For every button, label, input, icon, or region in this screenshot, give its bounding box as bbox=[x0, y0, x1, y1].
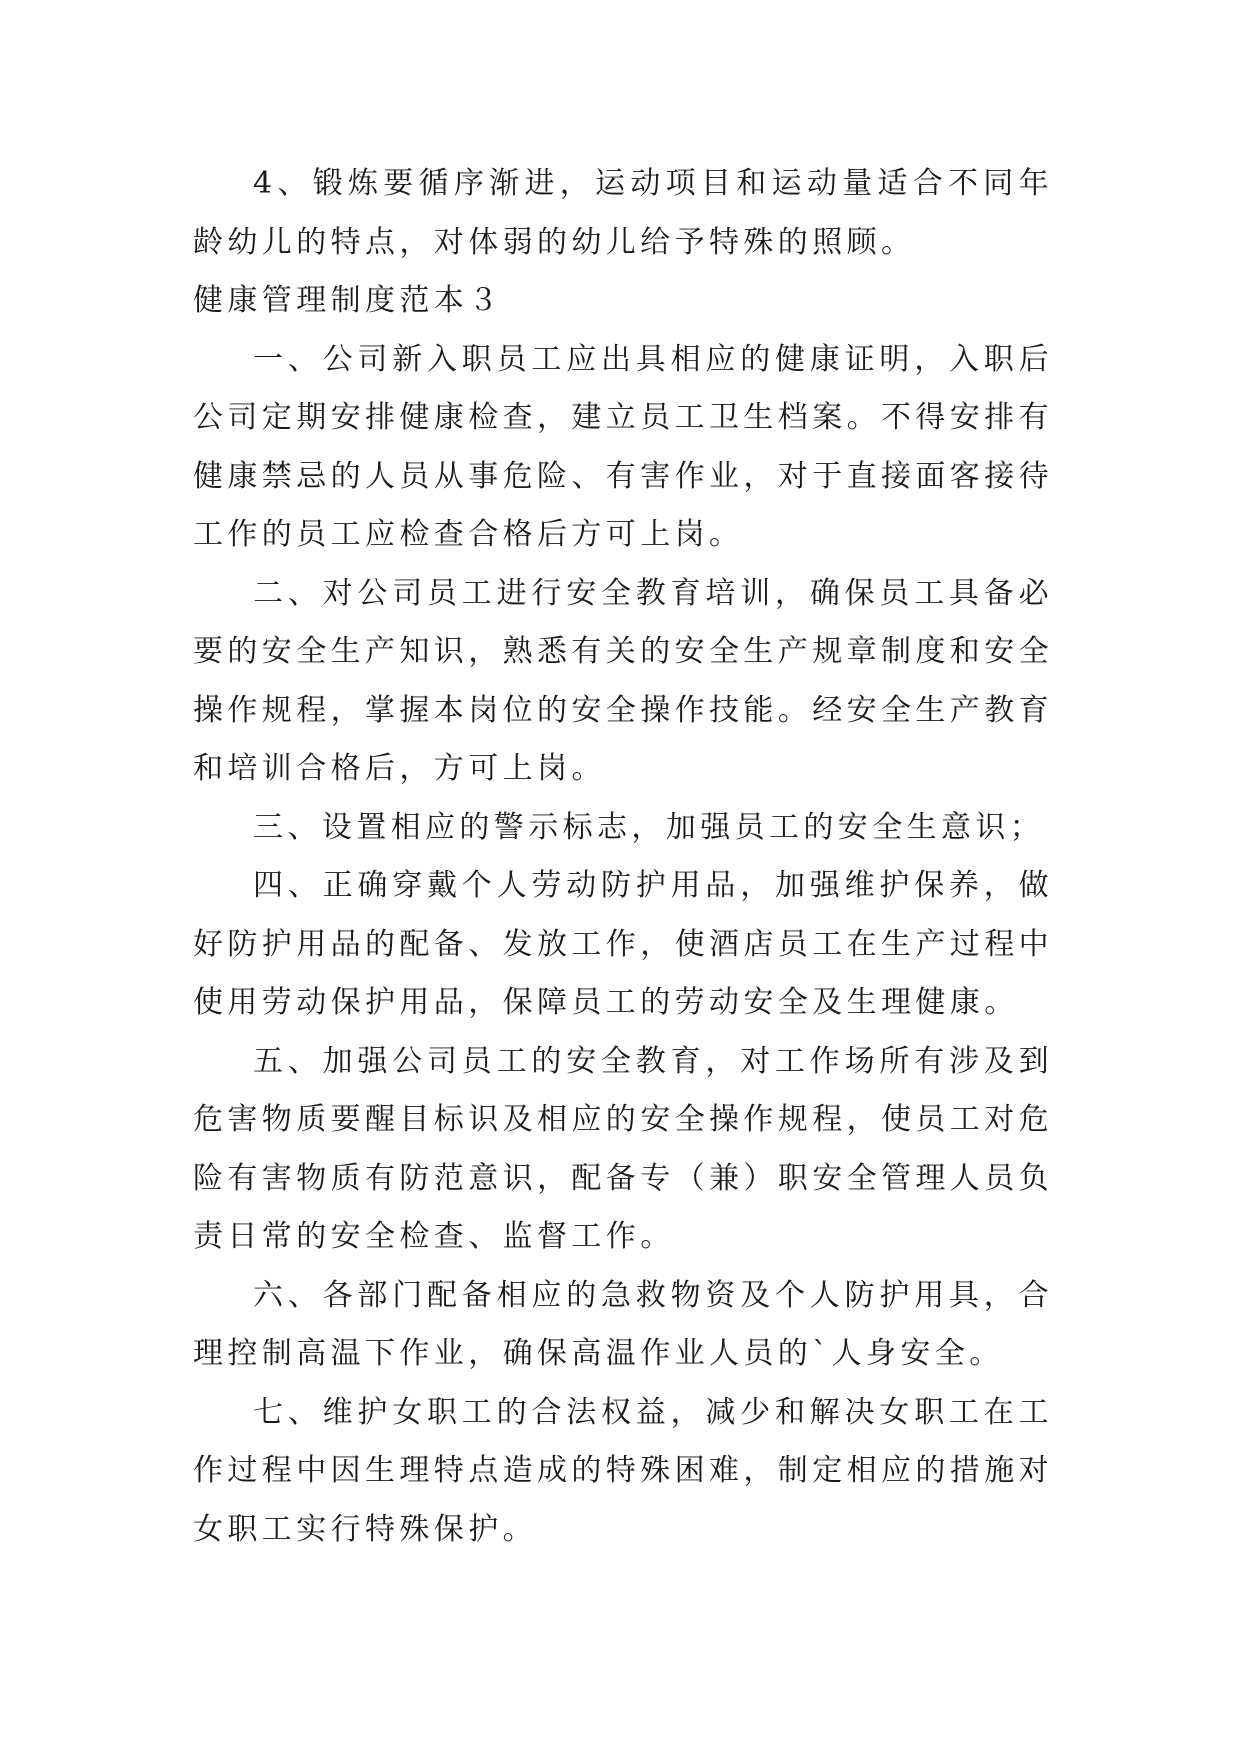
paragraph-2: 二、对公司员工进行安全教育培训，确保员工具备必要的安全生产知识，熟悉有关的安全生产规章制度和安全操作规程，掌握本岗位的安全操作技能。经安全生产教育和培训合格后，方可上岗。 bbox=[193, 575, 1053, 786]
paragraph-7: 七、维护女职工的合法权益，减少和解决女职工在工作过程中因生理特点造成的特殊困难，制定相应的措施对女职工实行特殊保护。 bbox=[193, 1394, 1053, 1547]
paragraph-1: 一、公司新入职员工应出具相应的健康证明，入职后公司定期安排健康检查，建立员工卫生档案。不得安排有健康禁忌的人员从事危险、有害作业，对于直接面客接待工作的员工应检查合格后方可上岗。 bbox=[193, 341, 1053, 552]
paragraph-5: 五、加强公司员工的安全教育，对工作场所有涉及到危害物质要醒目标识及相应的安全操作规程，使员工对危险有害物质有防范意识，配备专（兼）职安全管理人员负责日常的安全检查、监督工作。 bbox=[193, 1043, 1053, 1254]
document-page bbox=[193, 155, 1053, 1559]
paragraph-4: 四、正确穿戴个人劳动防护用品，加强维护保养，做好防护用品的配备、发放工作，使酒店员工在生产过程中使用劳动保护用品，保障员工的劳动安全及生理健康。 bbox=[193, 868, 1053, 1020]
paragraph-6: 六、各部门配备相应的急救物资及个人防护用具，合理控制高温下作业，确保高温作业人员的`人身安全。 bbox=[193, 1277, 1053, 1371]
section-title: 健康管理制度范本３ bbox=[193, 283, 503, 318]
paragraph-3: 三、设置相应的警示标志，加强员工的安全生意识； bbox=[253, 809, 1045, 845]
intro-paragraph: 4、锻炼要循序渐进，运动项目和运动量适合不同年龄幼儿的特点，对体弱的幼儿给予特殊的照顾。 bbox=[193, 166, 1053, 260]
